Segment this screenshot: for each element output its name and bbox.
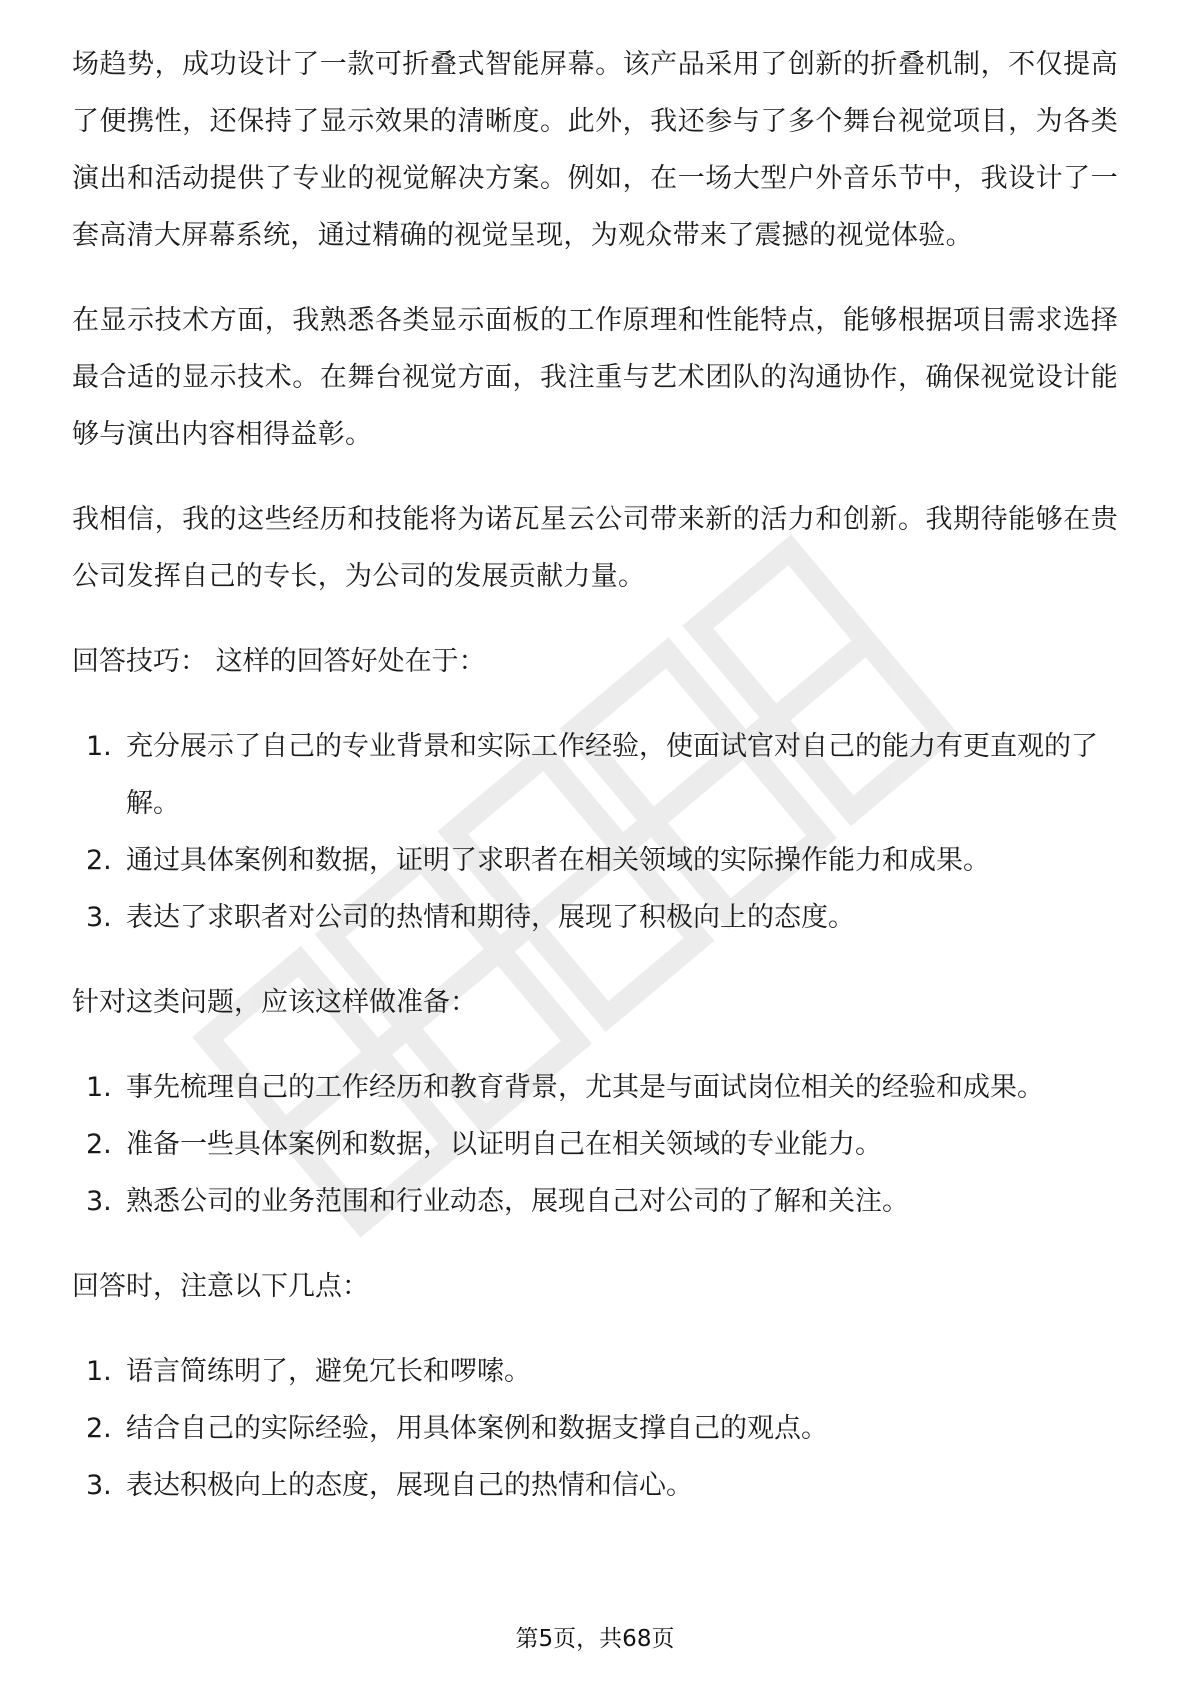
list-text: 结合自己的实际经验，用具体案例和数据支撑自己的观点。 bbox=[126, 1413, 828, 1444]
list-item bbox=[72, 889, 1118, 946]
list-item bbox=[72, 1343, 1118, 1400]
list-number: 1. bbox=[86, 731, 112, 762]
list-number: 3. bbox=[86, 1186, 112, 1217]
tips-list bbox=[72, 718, 1118, 946]
list-number: 3. bbox=[86, 1470, 112, 1501]
list-text: 表达了求职者对公司的热情和期待，展现了积极向上的态度。 bbox=[126, 902, 855, 933]
list-item bbox=[72, 1059, 1118, 1116]
list-item bbox=[72, 1457, 1118, 1514]
list-item bbox=[72, 718, 1118, 832]
list-text: 充分展示了自己的专业背景和实际工作经验，使面试官对自己的能力有更直观的了解。 bbox=[126, 731, 1098, 819]
list-number: 2. bbox=[86, 1129, 112, 1160]
prep-heading: 针对这类问题，应该这样做准备： bbox=[72, 987, 477, 1018]
paragraph: 在显示技术方面，我熟悉各类显示面板的工作原理和性能特点，能够根据项目需求选择最合适的显示技术。在舞台视觉方面，我注重与艺术团队的沟通协作，确保视觉设计能够与演出内容相得益彰。 bbox=[72, 305, 1118, 450]
list-number: 2. bbox=[86, 1413, 112, 1444]
tips-heading: 回答技巧： 这样的回答好处在于： bbox=[72, 646, 486, 677]
list-text: 通过具体案例和数据，证明了求职者在相关领域的实际操作能力和成果。 bbox=[126, 845, 990, 876]
page-footer: 第5页，共68页 bbox=[515, 1626, 675, 1652]
notes-heading: 回答时，注意以下几点： bbox=[72, 1271, 369, 1302]
list-text: 熟悉公司的业务范围和行业动态，展现自己对公司的了解和关注。 bbox=[126, 1186, 909, 1217]
list-text: 事先梳理自己的工作经历和教育背景，尤其是与面试岗位相关的经验和成果。 bbox=[126, 1072, 1044, 1103]
list-item bbox=[72, 1173, 1118, 1230]
list-text: 准备一些具体案例和数据，以证明自己在相关领域的专业能力。 bbox=[126, 1129, 882, 1160]
notes-list bbox=[72, 1343, 1118, 1514]
paragraph: 我相信，我的这些经历和技能将为诺瓦星云公司带来新的活力和创新。我期待能够在贵公司发挥自己的专长，为公司的发展贡献力量。 bbox=[72, 504, 1118, 592]
list-item bbox=[72, 832, 1118, 889]
list-number: 2. bbox=[86, 845, 112, 876]
list-number: 1. bbox=[86, 1072, 112, 1103]
paragraph: 场趋势，成功设计了一款可折叠式智能屏幕。该产品采用了创新的折叠机制，不仅提高了便携性，还保持了显示效果的清晰度。此外，我还参与了多个舞台视觉项目，为各类演出和活动提供了专业的视觉解决方案。例如，在一场大型户外音乐节中，我设计了一套高清大屏幕系统，通过精确的视觉呈现，为观众带来了震撼的视觉体验。 bbox=[72, 49, 1118, 251]
list-number: 3. bbox=[86, 902, 112, 933]
prep-list bbox=[72, 1059, 1118, 1230]
list-item bbox=[72, 1116, 1118, 1173]
list-number: 1. bbox=[86, 1356, 112, 1387]
list-item bbox=[72, 1400, 1118, 1457]
document-page bbox=[72, 36, 1118, 1514]
list-text: 表达积极向上的态度，展现自己的热情和信心。 bbox=[126, 1470, 693, 1501]
list-text: 语言简练明了，避免冗长和啰嗦。 bbox=[126, 1356, 531, 1387]
